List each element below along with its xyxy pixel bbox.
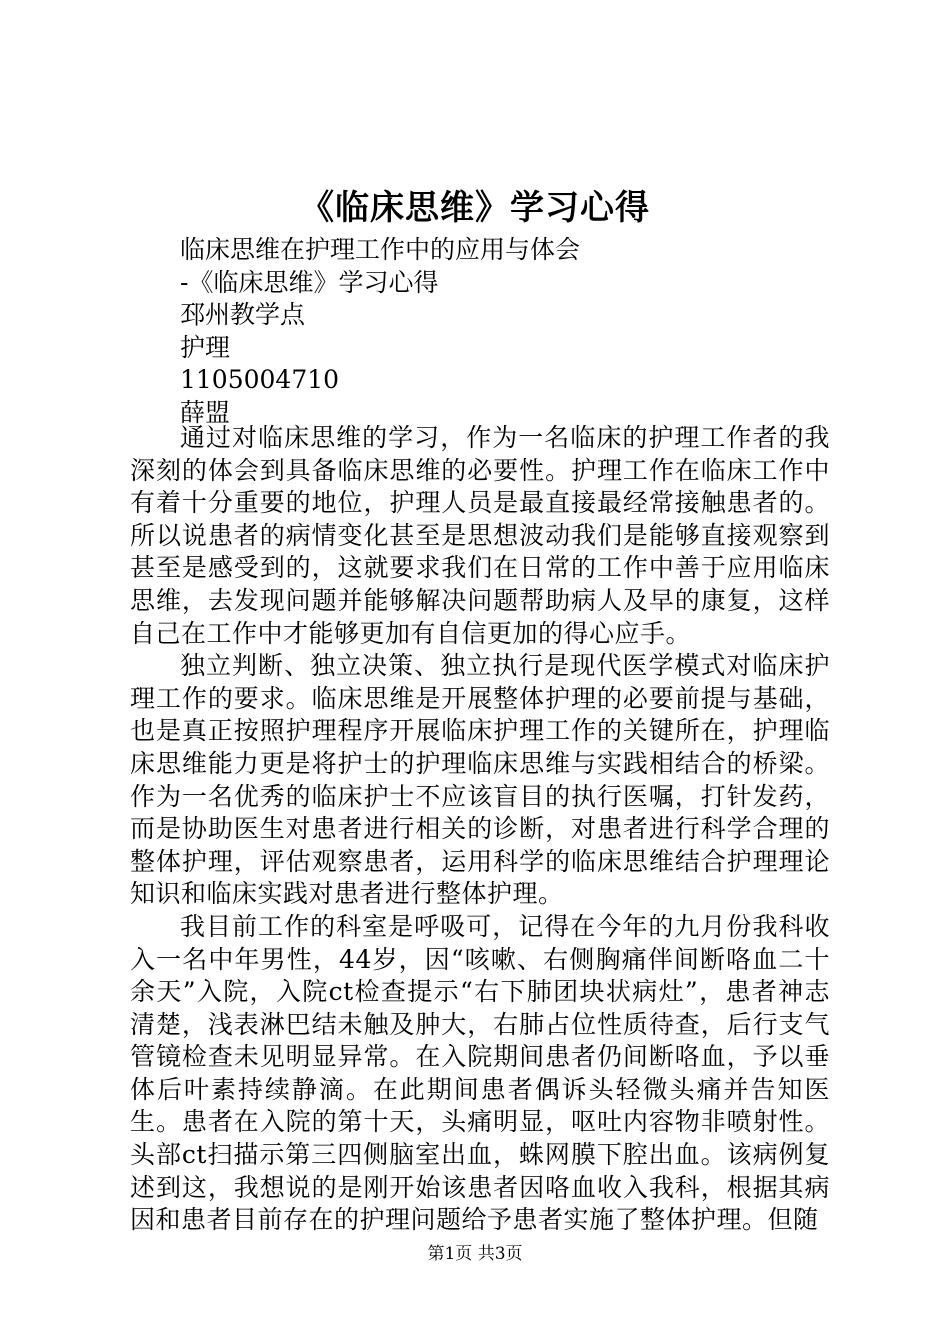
body-paragraph: 通过对临床思维的学习，作为一名临床的护理工作者的我深刻的体会到具备临床思维的必要性。护理工作在临床工作中有着十分重要的地位，护理人员是最直接最经常接触患者的。所以说患者的病情变化甚至是思想波动我们是能够直接观察到甚至是感受到的，这就要求我们在日常的工作中善于应用临床思维，去发现问题并能够解决问题帮助病人及早的康复，这样自己在工作中才能够更加有自信更加的得心应手。 xyxy=(130,423,830,648)
body-paragraph: 我目前工作的科室是呼吸可，记得在今年的九月份我科收入一名中年男性，44岁，因“咳嗽、右侧胸痛伴间断咯血二十余天”入院，入院ct检查提示“右下肺团块状病灶”，患者神志清楚，浅表淋巴结未触及肿大，右肺占位性质待查，后行支气管镜检查未见明显异常。在入院期间患者仍间断咯血，予以垂体后叶素持续静滴。在此期间患者偶诉头轻微头痛并告知医生。患者在入院的第十天，头痛明显，呕吐内容物非喷射性。头部ct扫描示第三四侧脑室出血，蛛网膜下腔出血。该病例复述到这，我想说的是刚开始该患者因咯血收入我科，根据其病因和患者目前存在的护理问题给予患者实施了整体护理。但随 xyxy=(130,911,830,1235)
document-meta xyxy=(180,234,880,430)
teaching-site: 邳州教学点 xyxy=(180,300,306,330)
body-paragraph: 独立判断、独立决策、独立执行是现代医学模式对临床护理工作的要求。临床思维是开展整体护理的必要前提与基础，也是真正按照护理程序开展临床护理工作的关键所在，护理临床思维能力更是将护士的护理临床思维与实践相结合的桥梁。作为一名优秀的临床护士不应该盲目的执行医嘱，打针发药，而是协助医生对患者进行相关的诊断，对患者进行科学合理的整体护理，评估观察患者，运用科学的临床思维结合护理理论知识和临床实践对患者进行整体护理。 xyxy=(130,651,830,909)
author-name: 薛盟 xyxy=(180,397,231,427)
subtitle-line-2: -《临床思维》学习心得 xyxy=(180,267,439,297)
document-body xyxy=(130,422,830,1237)
major: 护理 xyxy=(180,332,231,362)
subtitle-line: 临床思维在护理工作中的应用与体会 xyxy=(180,235,581,264)
student-id: 1105004710 xyxy=(180,365,340,395)
page-footer: 第1页 共3页 xyxy=(427,1244,523,1264)
document-title: 《临床思维》学习心得 xyxy=(300,188,650,228)
